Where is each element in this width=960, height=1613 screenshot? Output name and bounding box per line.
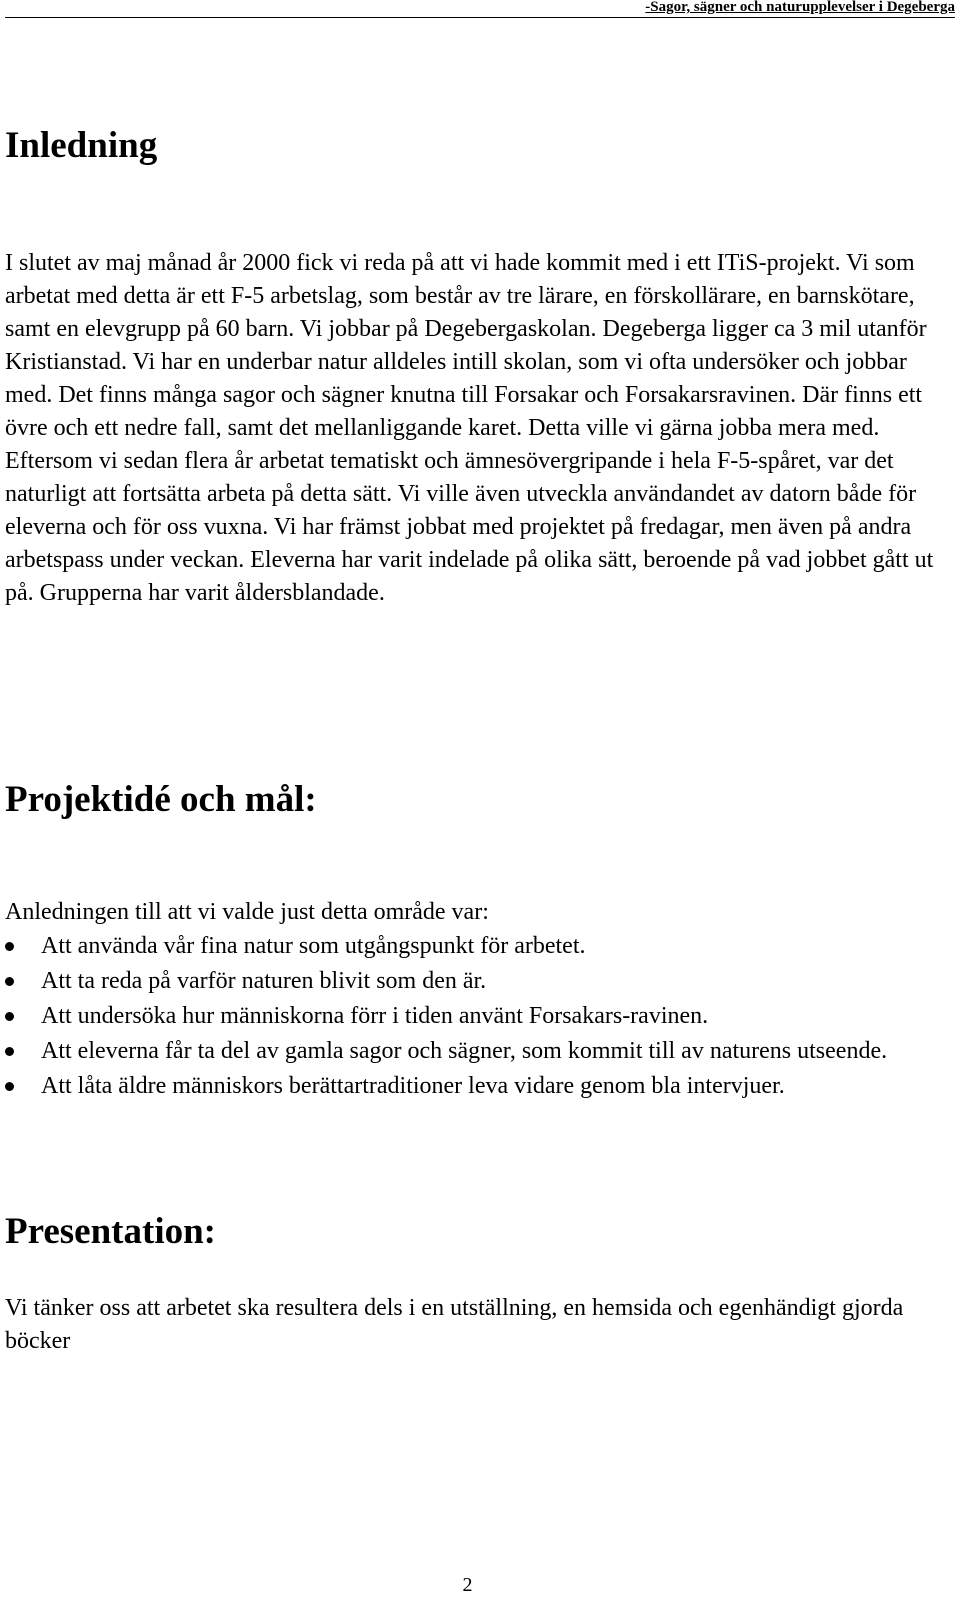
intro-paragraph: I slutet av maj månad år 2000 fick vi reda på att vi hade kommit med i ett ITiS-projekt. Vi som arbetat med detta är ett F-5 arbetslag, som består av tre lärare, en förskollärare, en barnskötare, samt en elevgrupp på 60 barn. Vi jobbar på Degebergaskolan. Degeberga ligger ca 3 mil utanför Kristianstad. Vi har en underbar natur alldeles intill skolan, som vi ofta undersöker och jobbar med. Det finns många sagor och sägner knutna till Forsakar och Forsakarsravinen. Där finns ett övre och ett nedre fall, samt det mellanliggande karet. Detta ville vi gärna jobba mera med. Eftersom vi sedan flera år arbetat tematiskt och ämnesövergripande i hela F-5-spåret, var det naturligt att fortsätta arbeta på detta sätt. Vi ville även utveckla användandet av datorn både för eleverna och för oss vuxna. Vi har främst jobbat med projektet på fredagar, men även på andra arbetspass under veckan. Eleverna har varit indelade på olika sätt, beroende på vad jobbet gått ut på. Grupperna har varit åldersblandade. xyxy=(5,250,934,606)
goal-item xyxy=(5,930,950,963)
bullet-icon xyxy=(5,1047,14,1056)
goal-item-text: Att eleverna får ta del av gamla sagor och sägner, som kommit till av naturens utseende. xyxy=(41,1038,888,1064)
goal-item-text: Att låta äldre människors berättartraditioner leva vidare genom bla intervjuer. xyxy=(41,1073,785,1099)
bullet-icon xyxy=(5,1012,14,1021)
section-heading-inledning: Inledning xyxy=(5,125,158,166)
bullet-icon xyxy=(5,977,14,986)
goal-item xyxy=(5,1070,950,1103)
goal-item xyxy=(5,1000,950,1033)
goal-item xyxy=(5,965,950,998)
goal-item xyxy=(5,1035,950,1068)
goal-item-text: Att använda vår fina natur som utgångspunkt för arbetet. xyxy=(41,933,586,959)
goals-list xyxy=(5,930,950,1105)
goal-item-text: Att undersöka hur människorna förr i tiden använt Forsakars-ravinen. xyxy=(41,1003,709,1029)
running-header xyxy=(5,0,955,18)
goals-lead-paragraph: Anledningen till att vi valde just detta område var: xyxy=(5,899,489,925)
section-heading-presentation: Presentation: xyxy=(5,1211,216,1252)
presentation-paragraph: Vi tänker oss att arbetet ska resultera dels i en utställning, en hemsida och egenhändigt gjorda böcker xyxy=(5,1295,904,1354)
bullet-icon xyxy=(5,942,14,951)
page-number: 2 xyxy=(462,1574,473,1596)
bullet-icon xyxy=(5,1082,14,1091)
goal-item-text: Att ta reda på varför naturen blivit som den är. xyxy=(41,968,487,994)
section-heading-projektide: Projektidé och mål: xyxy=(5,779,317,820)
running-header-title: -Sagor, sägner och naturupplevelser i Degeberga xyxy=(645,0,955,15)
